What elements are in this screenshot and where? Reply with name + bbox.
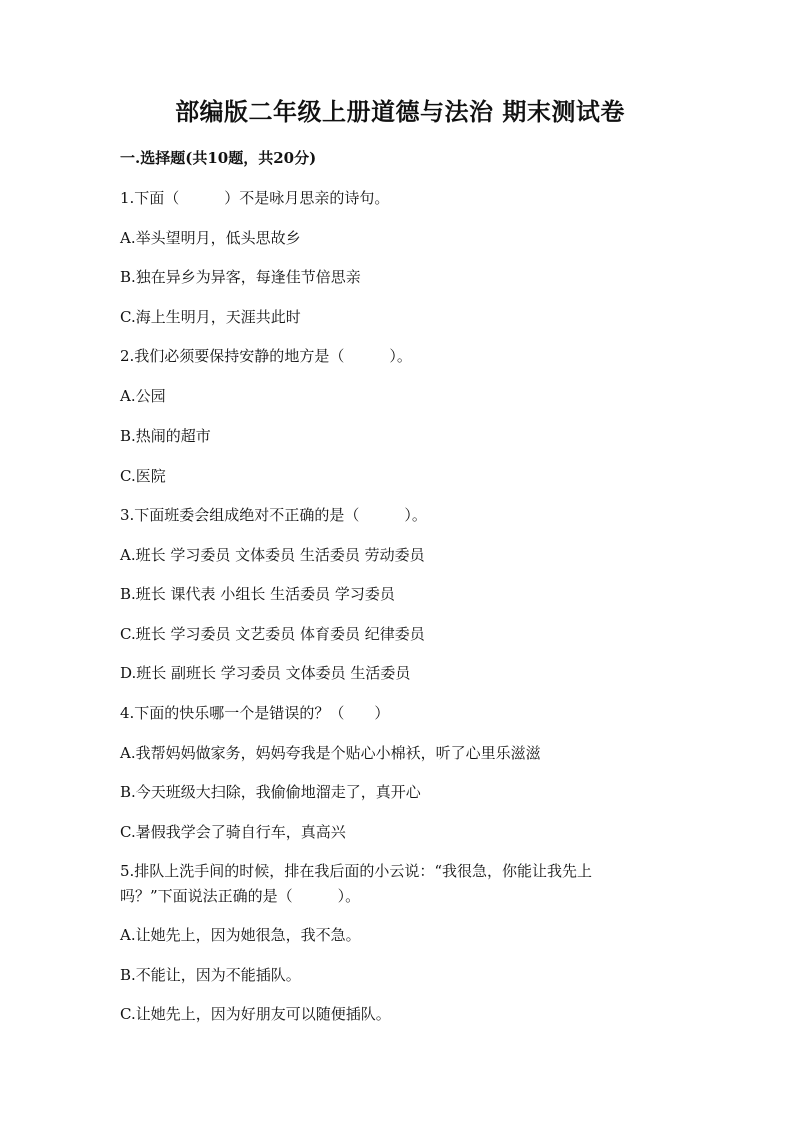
question-2-option-b[interactable]: B.热闹的超市 bbox=[120, 427, 211, 445]
question-1-option-c[interactable]: C.海上生明月，天涯共此时 bbox=[120, 308, 301, 326]
question-4-stem: 4.下面的快乐哪一个是错误的？（ ） bbox=[120, 704, 390, 722]
question-4-option-b[interactable]: B.今天班级大扫除，我偷偷地溜走了，真开心 bbox=[120, 783, 421, 801]
question-4-option-c[interactable]: C.暑假我学会了骑自行车，真高兴 bbox=[120, 823, 346, 841]
section-heading: 一.选择题(共10题，共20分) bbox=[120, 149, 317, 167]
question-1-option-a[interactable]: A.举头望明月，低头思故乡 bbox=[120, 229, 301, 247]
question-2-option-c[interactable]: C.医院 bbox=[120, 467, 166, 485]
question-3-option-b[interactable]: B.班长 课代表 小组长 生活委员 学习委员 bbox=[120, 585, 395, 603]
question-5-option-b[interactable]: B.不能让，因为不能插队。 bbox=[120, 966, 301, 984]
question-5-stem-line-1: 5.排队上洗手间的时候，排在我后面的小云说：“我很急，你能让我先上 bbox=[120, 862, 592, 880]
question-1-option-b[interactable]: B.独在异乡为异客，每逢佳节倍思亲 bbox=[120, 268, 361, 286]
question-1-stem: 1.下面（ ）不是咏月思亲的诗句。 bbox=[120, 189, 390, 207]
question-3-option-d[interactable]: D.班长 副班长 学习委员 文体委员 生活委员 bbox=[120, 664, 411, 682]
question-3-option-c[interactable]: C.班长 学习委员 文艺委员 体育委员 纪律委员 bbox=[120, 625, 425, 643]
question-2-stem: 2.我们必须要保持安静的地方是（ ）。 bbox=[120, 347, 412, 365]
question-2-option-a[interactable]: A.公园 bbox=[120, 387, 166, 405]
question-3-option-a[interactable]: A.班长 学习委员 文体委员 生活委员 劳动委员 bbox=[120, 546, 425, 564]
question-5-option-a[interactable]: A.让她先上，因为她很急，我不急。 bbox=[120, 926, 361, 944]
question-3-stem: 3.下面班委会组成绝对不正确的是（ ）。 bbox=[120, 506, 427, 524]
question-5-option-c[interactable]: C.让她先上，因为好朋友可以随便插队。 bbox=[120, 1005, 391, 1023]
question-5-stem-line-2: 吗？”下面说法正确的是（ ）。 bbox=[120, 887, 361, 905]
page-title: 部编版二年级上册道德与法治 期末测试卷 bbox=[175, 97, 625, 126]
question-4-option-a[interactable]: A.我帮妈妈做家务，妈妈夸我是个贴心小棉袄，听了心里乐滋滋 bbox=[120, 744, 541, 762]
